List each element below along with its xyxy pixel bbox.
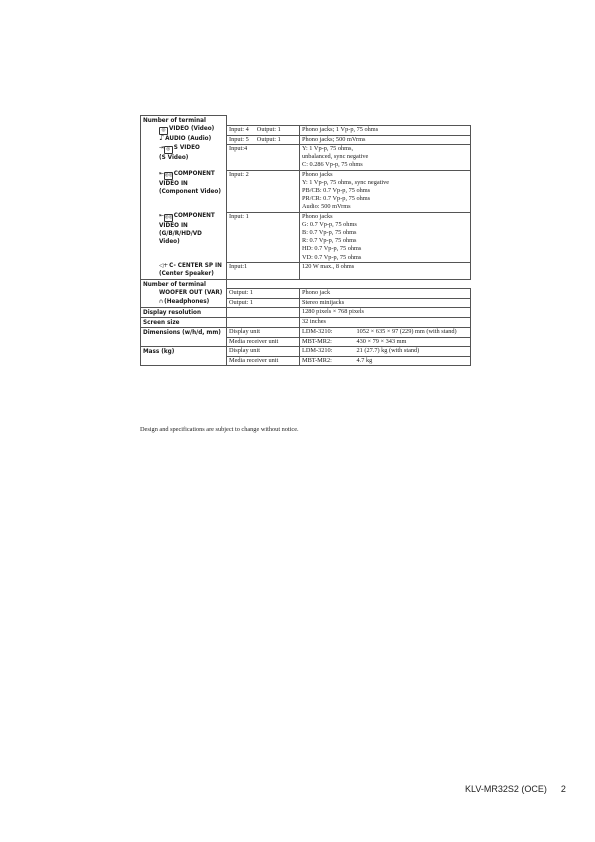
table-row: [141, 262, 471, 279]
table-row: [141, 170, 471, 212]
mass-model: MBT-MR2:: [300, 356, 355, 365]
section-header-row: [141, 279, 471, 289]
component-label: COMPONENT: [173, 171, 215, 178]
woofer-output: Output: 1: [227, 289, 300, 298]
rgb-label-4: Video): [159, 239, 180, 246]
headphones-output: Output: 1: [227, 298, 300, 307]
spec-line: PR/CR: 0.7 Vp-p, 75 ohms: [302, 195, 371, 203]
table-row: [141, 289, 471, 298]
component-input: Input: 2: [227, 170, 300, 212]
spec-line: HD: 0.7 Vp-p, 75 ohms: [302, 245, 362, 253]
video-input: Input: 4: [229, 125, 249, 133]
section-title: Number of terminal: [141, 279, 227, 289]
table-row: [141, 317, 471, 327]
spec-line: Y: 1 Vp-p, 75 ohms,: [302, 144, 354, 152]
table-row: [141, 307, 471, 317]
mass-label: Mass (kg): [141, 347, 227, 357]
table-row: [141, 212, 471, 262]
audio-spec: Phono jacks; 500 mVrms: [300, 135, 471, 144]
dimensions-model: LDM-3210:: [300, 328, 355, 338]
speaker-icon: ◁+: [159, 263, 169, 270]
table-row: [141, 328, 471, 338]
page-footer: [465, 784, 566, 794]
resolution-spec: 1280 pixels × 768 pixels: [300, 307, 471, 317]
woofer-spec: Phono jack: [300, 289, 471, 298]
rgb-input: Input: 1: [227, 212, 300, 262]
rgb-label-2: VIDEO IN: [159, 223, 188, 230]
spec-line: Audio: 500 mVrms: [302, 203, 351, 211]
spec-line: R: 0.7 Vp-p, 75 ohms: [302, 237, 357, 245]
dimensions-value: 1052 × 635 × 97 (229) mm (with stand): [355, 328, 471, 338]
mass-value: 21 (27.7) kg (with stand): [355, 347, 471, 357]
page-number: 2: [560, 784, 566, 794]
spec-line: C: 0.286 Vp-p, 75 ohms: [302, 161, 363, 169]
spec-line: Phono jacks: [302, 212, 333, 220]
spec-line: B: 0.7 Vp-p, 75 ohms: [302, 228, 357, 236]
woofer-label: WOOFER OUT (VAR): [141, 289, 227, 298]
svideo-sublabel: (S Video): [159, 155, 189, 162]
dimensions-unit: Media receiver unit: [227, 337, 300, 346]
svideo-input: Input:4: [227, 144, 300, 170]
table-row: [141, 298, 471, 307]
mass-unit: Media receiver unit: [227, 356, 300, 365]
center-sublabel: (Center Speaker): [159, 271, 214, 278]
screen-size-label: Screen size: [141, 317, 227, 327]
spec-line: Phono jacks: [302, 170, 333, 178]
headphones-icon: ∩: [159, 299, 164, 306]
spec-line: PB/CB: 0.7 Vp-p, 75 ohms: [302, 186, 371, 194]
spec-table: [140, 115, 471, 366]
table-row: [141, 135, 471, 144]
table-row: [141, 337, 471, 346]
model-number: KLV-MR32S2 (OCE): [465, 784, 547, 794]
video-output: Output: 1: [256, 125, 281, 133]
notice-text: Design and specifications are subject to change without notice.: [140, 426, 299, 433]
video-spec: Phono jacks; 1 Vp-p, 75 ohms: [300, 125, 471, 135]
audio-output: Output: 1: [256, 135, 281, 143]
rgb-label-3: (G/B/R/HD/VD: [159, 231, 202, 238]
table-row: [141, 144, 471, 170]
headphones-label: (Headphones): [164, 299, 210, 306]
component-video-icon: ⇤◎◎: [159, 213, 173, 221]
table-row: [141, 347, 471, 357]
center-input: Input:1: [227, 262, 300, 279]
headphones-spec: Stereo minijacks: [300, 298, 471, 307]
audio-label: AUDIO (Audio): [165, 136, 212, 143]
s-video-icon: ⇥ ◎: [159, 144, 173, 154]
table-row: [141, 125, 471, 135]
dimensions-unit: Display unit: [227, 328, 300, 338]
rgb-label: COMPONENT: [173, 213, 215, 220]
video-label: VIDEO (Video): [169, 126, 215, 133]
component-label-3: (Component Video): [159, 189, 221, 196]
section-header-row: [141, 116, 471, 126]
svideo-label: S VIDEO: [173, 145, 200, 152]
spec-line: G: 0.7 Vp-p, 75 ohms: [302, 220, 357, 228]
center-spec: 120 W max., 8 ohms: [300, 262, 471, 279]
resolution-label: Display resolution: [141, 307, 227, 317]
mass-model: LDM-3210:: [300, 347, 355, 357]
dimensions-model: MBT-MR2:: [300, 337, 355, 346]
dimensions-label: Dimensions (w/h/d, mm): [141, 328, 227, 338]
section-title: Number of terminal: [141, 116, 227, 126]
audio-input: Input: 5: [229, 135, 249, 143]
screen-size-spec: 32 inches: [300, 317, 471, 327]
component-label-2: VIDEO IN: [159, 181, 188, 188]
music-note-icon: ♪: [159, 133, 165, 143]
component-video-icon: ⇤◎◎: [159, 171, 173, 179]
spec-line: Y: 1 Vp-p, 75 ohms, sync negative: [302, 178, 390, 186]
center-label: C- CENTER SP IN: [169, 263, 222, 270]
spec-line: unbalanced, sync negative: [302, 153, 369, 161]
video-jack-icon: ◎: [159, 127, 168, 135]
dimensions-value: 430 × 79 × 343 mm: [355, 337, 471, 346]
mass-value: 4.7 kg: [355, 356, 471, 365]
table-row: [141, 356, 471, 365]
mass-unit: Display unit: [227, 347, 300, 357]
spec-line: VD: 0.7 Vp-p, 75 ohms: [302, 253, 362, 261]
